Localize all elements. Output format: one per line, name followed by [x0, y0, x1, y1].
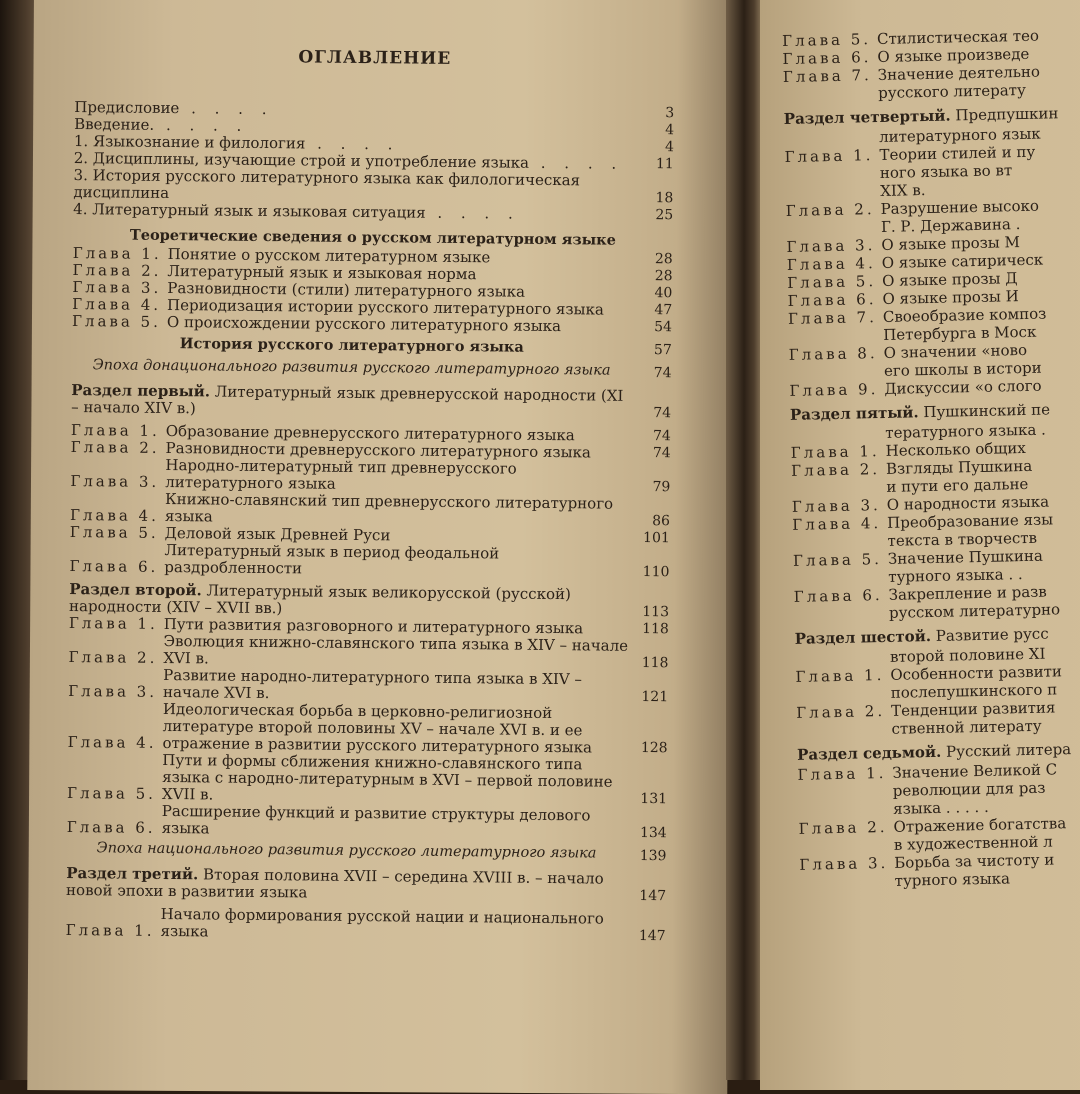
section-label: Раздел четвертый. — [783, 106, 951, 128]
entry-title: Образование древнерусского литературного языка — [165, 421, 575, 445]
page-number: 147 — [638, 927, 666, 945]
page-number: 101 — [642, 529, 670, 547]
entry-title: языка . . . . . — [892, 797, 989, 818]
entry-title: Развитие народно-литературного типа языка в XIV – начале XVI в. — [162, 665, 583, 703]
entry-title: литературного язык — [878, 124, 1041, 146]
entry-title: Закрепление и разв — [888, 582, 1047, 604]
page-number: 128 — [640, 739, 668, 757]
entry-title: Несколько общих — [885, 438, 1026, 460]
entry-title: Особенности развити — [890, 662, 1063, 684]
intro-list — [73, 99, 674, 224]
entry-title: ного языка во вт — [879, 161, 1013, 182]
toc-entry — [69, 541, 669, 581]
page-number: 74 — [652, 428, 671, 445]
epoch-heading: Эпоха донационального развития русского литературного языка — [92, 357, 611, 379]
entry-title: Борьба за чистоту и — [894, 850, 1055, 872]
entry-title: Стилистическая тео — [876, 26, 1040, 49]
entry-title: Идеологическая борьба в церковно-религиозной литературе второй половины XV – начале XVI в. и ее отражение в развитии русского литературного языка — [162, 699, 593, 757]
chapter-label: Глава 3. — [68, 681, 158, 701]
entry-title: 4. Литературный язык и языковая ситуация — [73, 199, 426, 222]
page-number: 113 — [642, 603, 670, 621]
page-number: 57 — [653, 342, 672, 359]
chapter-label: Глава 6. — [66, 817, 156, 837]
entry-title: русском литературно — [888, 600, 1061, 622]
entry-title: Книжно-славянский тип древнерусского литературного языка — [164, 489, 614, 526]
entry-title: 3. История русского литературного языка как филологическая дисциплина — [73, 165, 581, 202]
leader-dots: . . . . — [528, 153, 624, 173]
page-number: 40 — [654, 285, 673, 302]
page-number: 86 — [652, 513, 671, 530]
chapter-label: Глава 2. — [785, 200, 875, 220]
epoch-heading: Эпоха национального развития русского литературного языка — [96, 840, 597, 862]
entry-title: Значение Великой С — [892, 760, 1058, 782]
entry-title: Разновидности древнерусского литературного языка — [165, 438, 591, 462]
toc-entry — [68, 700, 669, 757]
chapter-label: Глава 1. — [784, 146, 874, 166]
chapter-label: Глава 5. — [787, 272, 877, 292]
entry-title: Г. Р. Державина . — [880, 215, 1021, 236]
page-number: 3 — [665, 105, 675, 122]
right-page — [760, 0, 1080, 1090]
chapter-label: Глава 1. — [72, 243, 162, 263]
section-title: Пушкинский пе — [923, 400, 1051, 422]
theory-list — [72, 245, 673, 336]
entry-title: О языке прозы И — [882, 287, 1019, 308]
chapter-label: Глава 6. — [69, 556, 159, 576]
section3-heading — [66, 865, 666, 905]
entry-title: XIX в. — [880, 181, 926, 200]
left-page-content — [66, 40, 675, 945]
chapter-label: Глава 7. — [787, 308, 878, 328]
entry-title: Пути и формы сближения книжно-славянского типа языка с народно-литературным в XVI – первой половине XVII в. — [161, 750, 613, 804]
chapter-label: Глава 4. — [72, 294, 162, 314]
entry-title: Пути развития разговорного и литературного языка — [163, 614, 584, 638]
chapter-label: Глава 4. — [786, 254, 876, 274]
entry-title: турного языка — [894, 869, 1011, 890]
chapter-label: Глава 4. — [69, 505, 159, 525]
entry-title: текста в творчеств — [887, 528, 1038, 550]
entry-title: второй половине XI — [889, 644, 1046, 666]
toc-entry — [67, 751, 668, 808]
chapter-label: Глава 1. — [797, 763, 887, 784]
section-label: Раздел пятый. — [789, 403, 919, 424]
page-number: 147 — [639, 887, 667, 905]
section-label: Раздел третий. — [66, 863, 199, 884]
section-title: Вторая половина XVII – середина XVIII в. – начало новой эпохи в развитии языка — [66, 865, 604, 902]
entry-title: О значении «ново — [883, 340, 1028, 362]
chapter-label: Глава 1. — [790, 442, 880, 462]
section2-list — [67, 615, 669, 842]
chapter-label: Глава 3. — [786, 236, 876, 256]
page-number: 28 — [654, 251, 673, 268]
entry-title: О языке прозы Д — [881, 269, 1018, 290]
epoch1-row — [71, 353, 671, 382]
toc-entry — [68, 632, 668, 672]
section1-list — [69, 422, 671, 581]
chapter-label: Глава 2. — [72, 260, 162, 280]
page-number: 118 — [641, 654, 669, 672]
chapter-label: Глава 5. — [792, 550, 883, 570]
section-label: Раздел первый. — [71, 380, 211, 401]
leader-dots: . . . . — [425, 203, 520, 223]
section-label: Раздел шестой. — [794, 627, 932, 648]
entry-title: Предисловие — [74, 97, 180, 118]
entry-title: Отражение богатства — [893, 814, 1067, 836]
chapter-label: Глава 4. — [67, 732, 157, 752]
entry-title: Теории стилей и пу — [879, 142, 1036, 164]
entry-title: его школы в истори — [883, 358, 1042, 380]
entry-title: Введение. — [74, 114, 155, 134]
page-number: 79 — [652, 479, 671, 496]
chapter-label: Глава 5. — [67, 783, 157, 803]
chapter-label: Глава 1. — [65, 920, 155, 940]
entry-title: О происхождении русского литературного языка — [166, 312, 562, 336]
toc-entry — [68, 666, 668, 706]
entry-title: Разновидности (стили) литературного языка — [167, 278, 526, 301]
entry-title: Разрушение высоко — [880, 196, 1040, 218]
page-number: 118 — [642, 620, 669, 638]
chapter-label: Глава 6. — [787, 290, 877, 310]
theory-heading: Теоретические сведения о русском литературном языке — [129, 226, 616, 249]
entry-title: Периодизация истории русского литературного языка — [167, 295, 604, 319]
toc-entry — [66, 905, 666, 945]
entry-title: и пути его дальне — [886, 474, 1029, 496]
entry-title: Литературный язык в период феодальной раздробленности — [164, 540, 500, 578]
entry-title: Литературный язык и языковая норма — [167, 261, 477, 284]
leader-dots: . . . . — [154, 115, 249, 135]
entry-title: Значение деятельно — [877, 62, 1041, 85]
chapter-label: Глава 3. — [70, 471, 160, 491]
entry-title: послепушкинского п — [890, 680, 1058, 702]
chapter-label: Глава 4. — [792, 514, 882, 534]
entry-title: Эволюция книжно-славянского типа языка в XIV – начале XVI в. — [163, 631, 629, 668]
chapter-label: Глава 5. — [71, 311, 162, 331]
page-number: 4 — [664, 139, 674, 156]
entry-title: Расширение функций и развитие структуры делового языка — [161, 801, 591, 838]
leader-dots: . . . . — [305, 134, 400, 154]
page-number: 131 — [640, 790, 668, 808]
page-number: 74 — [652, 445, 671, 462]
entry-title: турного языка . . — [888, 565, 1023, 586]
entry-title: Тенденции развития — [890, 698, 1056, 720]
chapter-label: Глава 1. — [70, 420, 160, 440]
entry-title: Понятие о русском литературном языке — [167, 244, 491, 267]
entry-title: в художественной л — [893, 832, 1053, 854]
page-number: 47 — [654, 302, 673, 319]
entry-title: О народности языка — [886, 492, 1050, 514]
entry-title: Значение Пушкина — [887, 546, 1043, 568]
chapter-label: Глава 2. — [68, 647, 158, 667]
entry-title: О языке прозы М — [881, 233, 1021, 254]
entry-title: Дискуссии «о слого — [884, 376, 1042, 398]
chapter-label: Глава 6. — [782, 48, 872, 68]
entry-title: ственной литерату — [891, 716, 1042, 738]
page-number: 134 — [639, 824, 667, 842]
entry-title: русского литерату — [877, 80, 1027, 102]
toc-entry — [70, 456, 670, 496]
entry-title: Народно-литературный тип древнерусского литературного языка — [165, 455, 517, 493]
chapter-label: Глава 2. — [791, 460, 881, 480]
entry-title: тературного языка . — [885, 420, 1047, 442]
entry-title: О языке сатирическ — [881, 250, 1044, 272]
chapter-label: Глава 7. — [782, 66, 872, 86]
entry-title: Петербурга в Моск — [883, 322, 1037, 344]
chapter-label: Глава 3. — [799, 853, 889, 874]
entry-title: 1. Языкознание и филология — [73, 131, 306, 153]
entry-title: О языке произведе — [877, 44, 1030, 67]
entry-title: Деловой язык Древней Руси — [164, 523, 391, 545]
entry-title: Взгляды Пушкина — [885, 456, 1033, 478]
page-number: 110 — [642, 563, 670, 581]
history-heading: История русского литературного языка — [179, 335, 524, 356]
section-title: Литературный язык древнерусской народности (XI – начало XIV в.) — [71, 382, 624, 418]
section-title: Литературный язык великорусской (русской) народности (XIV – XVII вв.) — [68, 581, 571, 618]
section1-heading — [71, 382, 671, 422]
section-title: Русский литера — [945, 740, 1072, 761]
chapter-label: Глава 5. — [69, 522, 159, 542]
chapter-label: Глава 3. — [72, 277, 162, 297]
chapter-label: Глава 2. — [796, 701, 886, 722]
page-number: 54 — [654, 319, 673, 336]
page-number: 4 — [665, 122, 675, 139]
entry-title: 2. Дисциплины, изучающие строй и употребление языка — [73, 148, 530, 172]
page-title: ОГЛАВЛЕНИЕ — [298, 47, 452, 69]
page-number: 139 — [639, 847, 667, 865]
chapter-label: Глава 3. — [791, 496, 881, 516]
entry-title: Своеобразие композ — [882, 304, 1047, 326]
page-number: 121 — [641, 688, 669, 706]
section3-list — [66, 905, 666, 945]
chapter-label: Глава 2. — [798, 817, 888, 838]
section-title: Развитие русс — [935, 624, 1049, 645]
leader-dots: . . . . — [179, 99, 274, 119]
page-number: 74 — [653, 405, 672, 422]
page-number: 11 — [655, 156, 674, 173]
section-title: Предпушкин — [955, 104, 1059, 125]
page-number: 25 — [655, 207, 674, 224]
chapter-label: Глава 9. — [789, 380, 879, 400]
toc-entry — [67, 802, 667, 842]
entry-title: Преобразование язы — [886, 510, 1054, 532]
page-number: 74 — [653, 365, 672, 382]
chapter-label: Глава 5. — [782, 30, 872, 50]
chapter-label: Глава 6. — [793, 586, 883, 606]
chapter-label: Глава 8. — [788, 344, 878, 364]
chapter-label: Глава 1. — [68, 613, 158, 633]
chapter-label: Глава 1. — [795, 665, 885, 686]
entry-title: революции для раз — [892, 778, 1046, 800]
section-label: Раздел седьмой. — [796, 742, 942, 764]
right-page-content — [782, 25, 1080, 892]
entry-title: Начало формирования русской нации и национального языка — [160, 904, 604, 941]
chapter-label: Глава 2. — [70, 437, 160, 457]
section-label: Раздел второй. — [69, 579, 202, 600]
page-number: 18 — [655, 190, 674, 207]
page-number: 28 — [654, 268, 673, 285]
